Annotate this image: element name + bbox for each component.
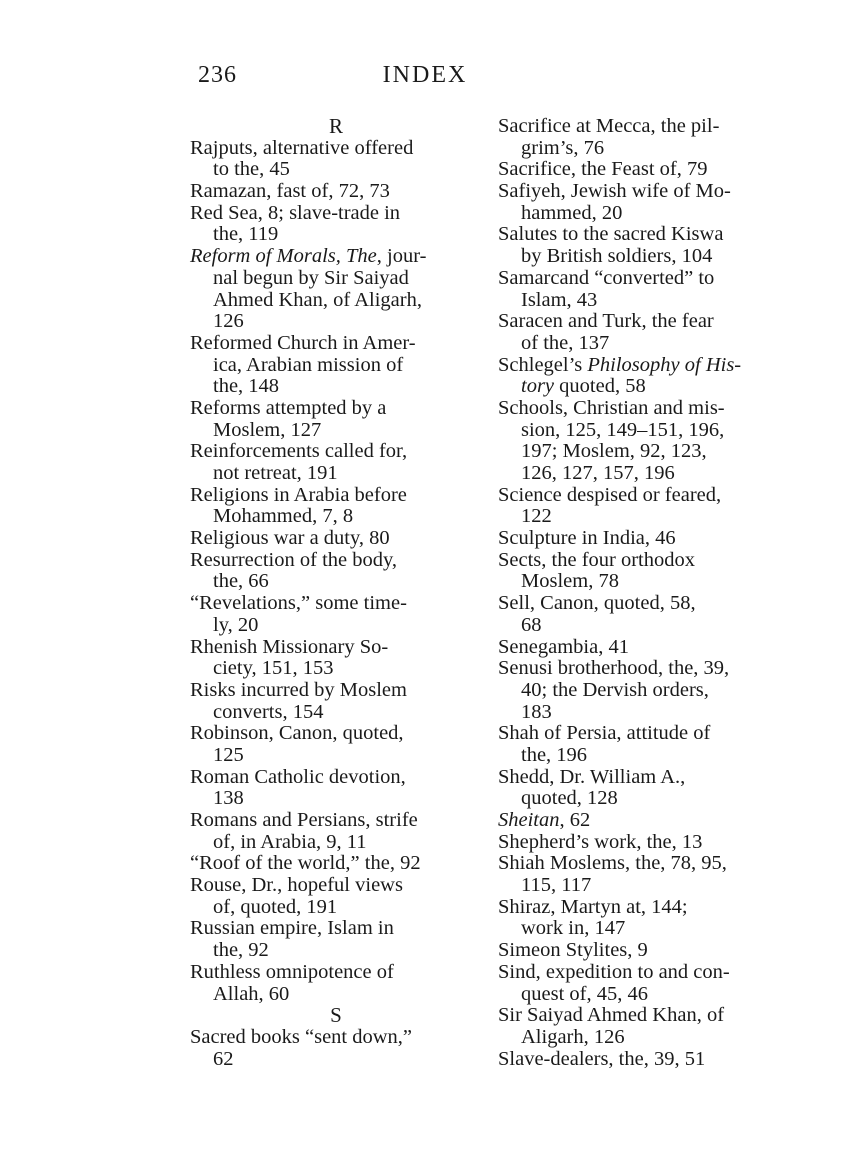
index-entry-line: quoted, 128	[521, 787, 618, 810]
index-entry-line: Senegambia, 41	[498, 635, 629, 658]
index-entry	[190, 485, 482, 528]
index-entry	[190, 767, 482, 810]
index-entry	[498, 810, 790, 832]
index-entry-line: of, in Arabia, 9, 11	[213, 830, 367, 853]
index-entry-line: the, 148	[213, 375, 280, 398]
index-entry-line: Shiraz, Martyn at, 144;	[498, 895, 688, 918]
index-entry-line: Ahmed Khan, of Aligarh,	[213, 288, 422, 311]
index-entry-line: Sacred books “sent down,”	[190, 1025, 413, 1048]
index-entry-line: 122	[521, 505, 552, 528]
running-head-title: INDEX	[382, 62, 468, 88]
index-entry-line: Schools, Christian and mis-	[498, 396, 725, 419]
index-entry-line: Saracen and Turk, the fear	[498, 310, 714, 333]
index-entry	[190, 550, 482, 593]
index-entry	[190, 181, 482, 203]
index-entry-line: 138	[213, 787, 244, 810]
index-entry-line: Sculpture in India, 46	[498, 527, 676, 550]
index-entry-line: 40; the Dervish orders,	[521, 678, 709, 701]
index-entry-line: Rhenish Missionary So-	[190, 635, 389, 658]
index-entry-line: Salutes to the sacred Kiswa	[498, 223, 724, 246]
index-entry-line: Sheitan, 62	[498, 809, 591, 831]
index-entry-line: 183	[521, 700, 552, 723]
section-letter: S	[330, 1003, 342, 1028]
index-entry-line: the, 92	[213, 939, 269, 962]
index-entry-line: Roman Catholic devotion,	[190, 765, 406, 788]
index-entry-line: the, 119	[213, 223, 279, 246]
page-header	[0, 62, 850, 96]
index-entry-line: Religious war a duty, 80	[190, 527, 390, 550]
index-entry-line: Shedd, Dr. William A.,	[498, 765, 686, 788]
index-entry-line: 197; Moslem, 92, 123,	[521, 440, 707, 463]
index-entry-line: Safiyeh, Jewish wife of Mo-	[498, 180, 731, 203]
index-entry	[498, 550, 790, 593]
index-entry-line: Sacrifice at Mecca, the pil-	[498, 115, 720, 137]
index-entry-line: Allah, 60	[213, 982, 290, 1005]
index-entry	[498, 853, 790, 896]
index-entry-line: ly, 20	[213, 613, 259, 636]
index-entry	[498, 398, 790, 485]
index-entry-line: Red Sea, 8; slave-trade in	[190, 201, 401, 224]
index-entry-line: ciety, 151, 153	[213, 657, 334, 680]
index-entry-line: Sir Saiyad Ahmed Khan, of	[498, 1004, 725, 1027]
index-column-right	[498, 116, 790, 1070]
index-entry-line: “Revelations,” some time-	[190, 592, 407, 615]
index-entry-line: Russian empire, Islam in	[190, 917, 394, 940]
index-entry	[498, 593, 790, 636]
index-entry	[498, 962, 790, 1005]
index-entry-line: Resurrection of the body,	[190, 548, 398, 571]
index-entry-line: ica, Arabian mission of	[213, 353, 404, 376]
index-entry-line: not retreat, 191	[213, 462, 338, 484]
index-entry	[498, 940, 790, 962]
index-entry-line: Risks incurred by Moslem	[190, 678, 407, 701]
index-entry-line: by British soldiers, 104	[521, 245, 713, 268]
index-entry	[190, 593, 482, 636]
index-entry-line: Reinforcements called for,	[190, 440, 408, 463]
index-entry	[498, 723, 790, 766]
index-entry-line: quest of, 45, 46	[521, 982, 648, 1005]
index-entry	[498, 897, 790, 940]
index-entry-line: Moslem, 127	[213, 418, 322, 441]
section-letter: R	[328, 114, 343, 138]
index-entry	[498, 181, 790, 224]
index-entry-line: nal begun by Sir Saiyad	[213, 266, 409, 289]
index-entry	[498, 637, 790, 659]
index-entry	[190, 637, 482, 680]
index-entry-line: Schlegel’s Philosophy of His-	[498, 353, 742, 376]
index-entry	[190, 441, 482, 484]
index-entry-line: 68	[521, 613, 542, 636]
index-entry	[190, 1027, 482, 1070]
index-entry-line: Robinson, Canon, quoted,	[190, 722, 404, 745]
index-entry	[498, 767, 790, 810]
index-entry-line: Samarcand “converted” to	[498, 266, 715, 289]
index-entry-line: “Roof of the world,” the, 92	[190, 852, 421, 875]
page-number: 236	[198, 62, 237, 88]
index-entry-line: Mohammed, 7, 8	[213, 505, 354, 528]
index-entry-line: Rajputs, alternative offered	[190, 136, 414, 159]
index-entry-line: 126	[213, 310, 244, 333]
index-entry	[190, 962, 482, 1005]
index-entry-line: the, 66	[213, 570, 269, 593]
index-entry-line: tory quoted, 58	[521, 375, 646, 398]
index-entry-line: Aligarh, 126	[521, 1025, 625, 1048]
index-entry	[190, 398, 482, 441]
index-entry-line: Reform of Morals, The, jour-	[190, 245, 427, 268]
index-entry-line: of the, 137	[521, 331, 610, 354]
index-entry	[190, 918, 482, 961]
index-entry	[498, 528, 790, 550]
index-entry-line: Shah of Persia, attitude of	[498, 722, 711, 745]
index-entry-line: the, 196	[521, 743, 588, 766]
index-entry	[190, 528, 482, 550]
index-entry	[498, 1005, 790, 1048]
index-entry-line: Sects, the four orthodox	[498, 548, 695, 571]
index-entry-line: 62	[213, 1047, 234, 1070]
index-entry-line: Reformed Church in Amer-	[190, 331, 416, 354]
index-entry-line: Ramazan, fast of, 72, 73	[190, 180, 390, 203]
index-entry	[498, 1049, 790, 1071]
index-entry-line: Sacrifice, the Feast of, 79	[498, 158, 708, 181]
index-entry	[498, 159, 790, 181]
index-entry-line: Islam, 43	[521, 288, 598, 311]
index-entry-line: hammed, 20	[521, 201, 623, 224]
index-entry	[498, 224, 790, 267]
index-entry	[190, 246, 482, 333]
index-entry	[190, 853, 482, 875]
index-entry	[498, 485, 790, 528]
index-entry	[190, 680, 482, 723]
index-entry-line: Moslem, 78	[521, 570, 619, 593]
index-entry-line: Sind, expedition to and con-	[498, 960, 730, 983]
index-entry-line: to the, 45	[213, 158, 290, 181]
index-entry-line: 126, 127, 157, 196	[521, 462, 675, 484]
index-entry	[498, 268, 790, 311]
index-entry	[498, 832, 790, 854]
index-entry-line: 125	[213, 743, 244, 766]
index-entry	[190, 203, 482, 246]
index-entry	[190, 810, 482, 853]
index-entry-line: 115, 117	[521, 874, 592, 897]
index-entry-line: Shiah Moslems, the, 78, 95,	[498, 852, 727, 875]
index-entry	[498, 116, 790, 159]
index-entry-line: sion, 125, 149–151, 196,	[521, 418, 725, 441]
index-entry-line: Reforms attempted by a	[190, 396, 387, 419]
index-column-left	[190, 116, 482, 1070]
index-entry	[498, 355, 790, 398]
index-entry-line: Slave-dealers, the, 39, 51	[498, 1047, 706, 1070]
index-entry	[190, 138, 482, 181]
index-entry-line: Sell, Canon, quoted, 58,	[498, 592, 696, 615]
index-entry-line: Religions in Arabia before	[190, 483, 407, 506]
index-entry-line: Senusi brotherhood, the, 39,	[498, 657, 730, 680]
index-entry	[498, 311, 790, 354]
index-entry-line: Ruthless omnipotence of	[190, 960, 394, 983]
index-entry-line: of, quoted, 191	[213, 895, 338, 918]
index-entry-line: Science despised or feared,	[498, 483, 722, 506]
index-entry	[190, 723, 482, 766]
index-entry-line: Shepherd’s work, the, 13	[498, 830, 703, 853]
index-entry	[190, 875, 482, 918]
index-entry-line: converts, 154	[213, 700, 324, 723]
index-entry	[498, 658, 790, 723]
index-entry-line: Rouse, Dr., hopeful views	[190, 874, 403, 897]
index-entry-line: work in, 147	[521, 917, 626, 940]
index-entry	[190, 333, 482, 398]
index-entry-line: Romans and Persians, strife	[190, 809, 418, 831]
index-entry-line: grim’s, 76	[521, 136, 605, 159]
index-entry-line: Simeon Stylites, 9	[498, 939, 648, 962]
